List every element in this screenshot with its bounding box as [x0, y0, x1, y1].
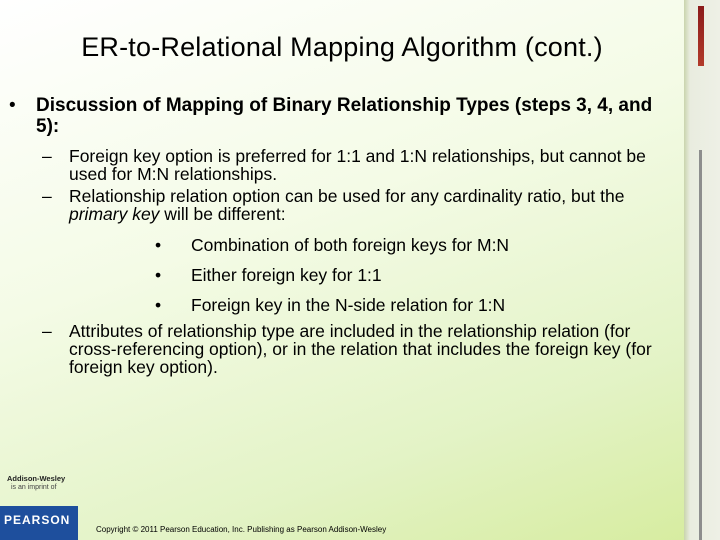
sub-bullet-1: [42, 146, 679, 184]
sub-sub-bullet-1: [155, 235, 671, 255]
sub-bullet-2: [42, 186, 679, 224]
sub-sub-bullet-2-text: Either foreign key for 1:1: [191, 265, 382, 285]
bullet-marker: •: [9, 95, 16, 116]
sub-sub-bullet-3-text: Foreign key in the N-side relation for 1:N: [191, 295, 506, 315]
dash-marker: –: [42, 146, 52, 166]
dash-marker: –: [42, 186, 52, 206]
gray-rule: [699, 150, 702, 540]
pearson-logo-text: PEARSON: [4, 513, 71, 527]
sub-bullet-2-text-before: Relationship relation option can be used for any cardinality ratio, but the: [69, 186, 625, 206]
bullet-marker: •: [155, 235, 162, 255]
publisher-name: Addison-Wesley: [7, 474, 66, 483]
copyright-notice: Copyright © 2011 Pearson Education, Inc. Publishing as Pearson Addison-Wesley: [96, 525, 387, 534]
bullet-marker: •: [155, 295, 162, 315]
publisher-logo: [0, 470, 80, 540]
sub-bullet-3: [42, 321, 679, 377]
main-bullet-text: Discussion of Mapping of Binary Relationship Types (steps 3, 4, and 5):: [36, 95, 653, 137]
sub-bullet-1-text: Foreign key option is preferred for 1:1 and 1:N relationships, but cannot be used for M:N relationships.: [69, 146, 646, 184]
sub-bullet-3-text: Attributes of relationship type are included in the relationship relation (for cross-referencing option), or in the relation that includes the foreign key (for foreign key option).: [69, 321, 652, 377]
sub-bullet-2-emphasis: primary key: [69, 204, 160, 224]
bullet-marker: •: [155, 265, 162, 285]
dash-marker: –: [42, 321, 52, 341]
pearson-logo: [0, 506, 78, 540]
sub-bullet-2-text-after: will be different:: [159, 204, 286, 224]
publisher-imprint: is an imprint of: [11, 484, 57, 491]
slide-title: ER-to-Relational Mapping Algorithm (cont.): [81, 32, 603, 62]
sub-sub-bullet-2: [155, 265, 671, 285]
sub-sub-bullet-3: [155, 295, 671, 315]
sub-sub-bullet-1-text: Combination of both foreign keys for M:N: [191, 235, 510, 255]
right-decorative-strip: [684, 0, 720, 540]
accent-bar: [698, 6, 704, 66]
main-bullet: [9, 95, 666, 137]
